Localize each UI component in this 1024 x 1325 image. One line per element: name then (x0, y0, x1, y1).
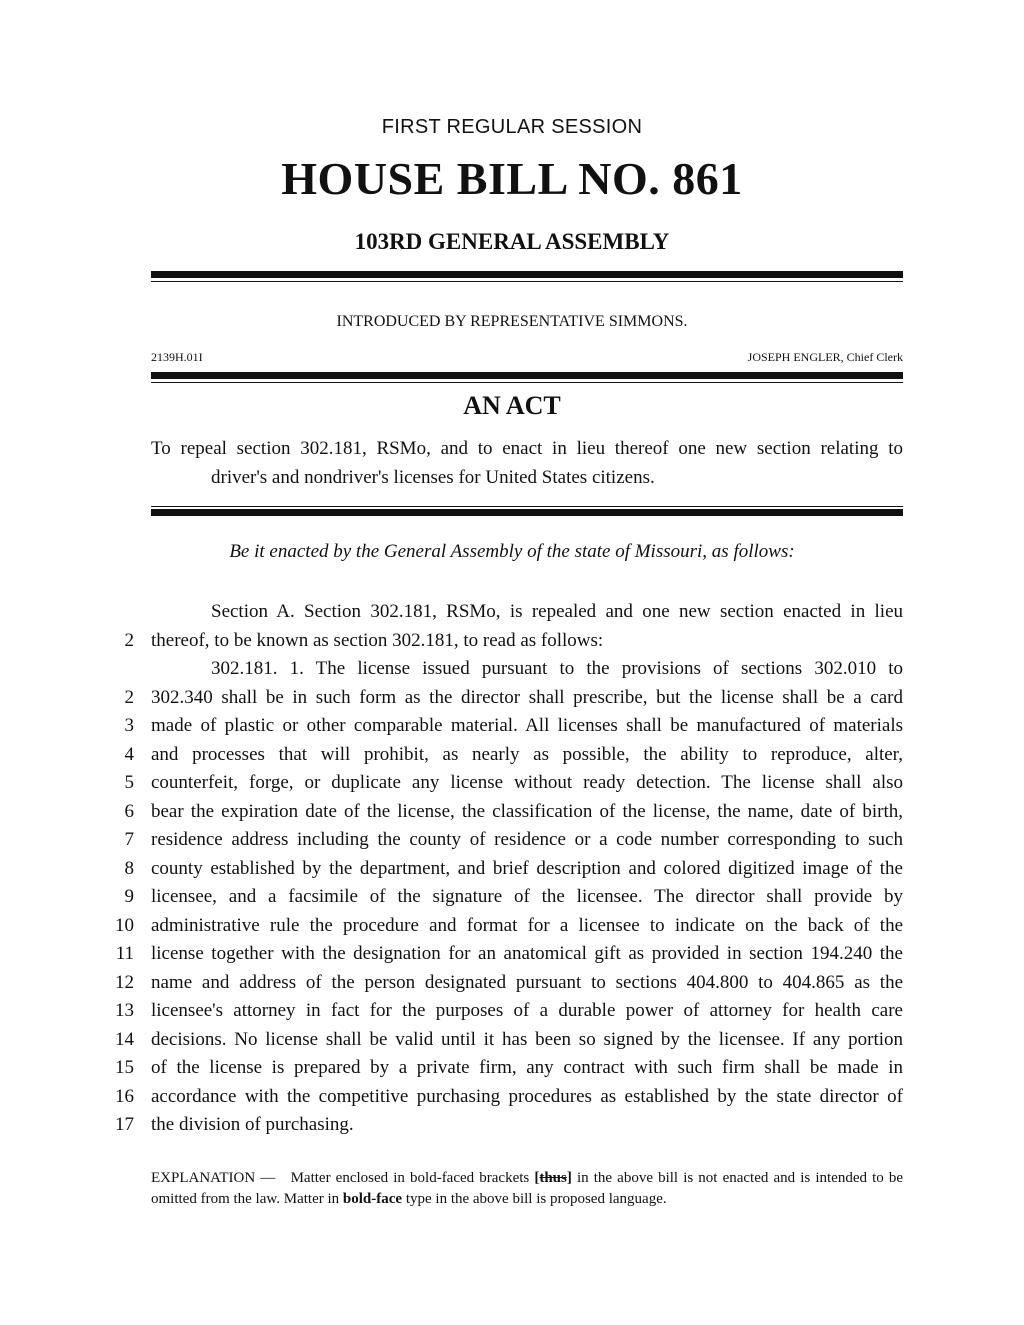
bracket-open: [ (534, 1170, 540, 1186)
line-number: 4 (124, 743, 134, 765)
line-number: 11 (115, 943, 134, 964)
assembly-heading: 103RD GENERAL ASSEMBLY (354, 229, 670, 254)
bill-title: HOUSE BILL NO. 861 (281, 153, 743, 204)
line-number: 10 (115, 914, 134, 936)
clerk-rule-thick (151, 372, 903, 379)
line-text: Section A. Section 302.181, RSMo, is repealed and one new section enacted in lieu (211, 601, 903, 622)
line-text: accordance with the competitive purchasing procedures as established by the state director of (151, 1085, 903, 1107)
purpose-rule-thick (151, 509, 903, 516)
line-text: administrative rule the procedure and format for a licensee to indicate on the back of the (151, 914, 903, 936)
session-heading: FIRST REGULAR SESSION (381, 116, 643, 138)
bill-body (0, 598, 1024, 1140)
purpose-line-1: To repeal section 302.181, RSMo, and to enact in lieu thereof one new section relating to (151, 438, 903, 459)
line-number: 6 (124, 800, 134, 822)
chief-clerk: JOSEPH ENGLER, Chief Clerk (747, 350, 903, 364)
bold-face-example: bold-face (342, 1191, 403, 1207)
line-text: made of plastic or other comparable material. All licenses shall be manufactured of materials (151, 715, 903, 736)
line-text: thereof, to be known as section 302.181, to read as follows: (151, 629, 604, 651)
line-text: the division of purchasing. (151, 1114, 354, 1135)
line-number: 8 (124, 857, 134, 879)
line-number: 5 (124, 772, 134, 793)
line-text: of the license is prepared by a private firm, any contract with such firm shall be made in (151, 1057, 903, 1078)
bracket-close: ] (566, 1170, 572, 1186)
line-text: bear the expiration date of the license, the classification of the license, the name, date of birth, (151, 800, 903, 822)
line-text: residence address including the county of residence or a code number corresponding to such (151, 829, 903, 850)
line-number: 15 (115, 1057, 134, 1078)
introduced-by: INTRODUCED BY REPRESENTATIVE SIMMONS. (336, 313, 688, 330)
line-text: county established by the department, and brief description and colored digitized image of the (151, 857, 903, 879)
line-number: 9 (124, 886, 134, 907)
struck-example: thus (539, 1170, 567, 1186)
line-text: license together with the designation for an anatomical gift as provided in section 194.240 the (151, 943, 903, 964)
line-text: 302.181. 1. The license issued pursuant to the provisions of sections 302.010 to (211, 658, 903, 679)
purpose-line-2: driver's and nondriver's licenses for United States citizens. (211, 467, 655, 488)
explanation (151, 1168, 903, 1210)
line-text: name and address of the person designated pursuant to sections 404.800 to 404.865 as the (151, 971, 903, 993)
header-rule-thin (151, 281, 903, 282)
body-line (0, 883, 1024, 912)
body-line (0, 1111, 1024, 1140)
line-text: counterfeit, forge, or duplicate any license without ready detection. The license shall also (151, 772, 903, 793)
explanation-dash: — (260, 1170, 276, 1186)
enacting-clause: Be it enacted by the General Assembly of the state of Missouri, as follows: (229, 541, 795, 562)
line-text: licensee, and a facsimile of the signature of the licensee. The director shall provide by (151, 886, 903, 907)
line-number: 17 (115, 1114, 134, 1135)
line-text: 302.340 shall be in such form as the director shall prescribe, but the license shall be a card (151, 686, 903, 708)
explanation-text-3: type in the above bill is proposed language. (405, 1191, 667, 1207)
explanation-text-1: Matter enclosed in bold-faced brackets (290, 1170, 530, 1186)
explanation-label: EXPLANATION (151, 1170, 256, 1186)
line-number: 2 (124, 629, 134, 651)
line-number: 3 (124, 715, 134, 736)
line-number: 12 (115, 971, 134, 993)
explanation-text-2: in the above bill is not enacted and is intended to be omitted from the law. Matter in (151, 1170, 904, 1207)
body-line (0, 712, 1024, 741)
body-line (0, 741, 1024, 770)
line-number: 13 (115, 1000, 134, 1021)
line-number: 14 (115, 1028, 134, 1050)
line-number: 2 (124, 686, 134, 708)
line-number: 16 (115, 1085, 134, 1107)
body-line (0, 684, 1024, 713)
act-heading: AN ACT (463, 391, 561, 420)
line-text: decisions. No license shall be valid until it has been so signed by the licensee. If any portion (151, 1028, 903, 1050)
body-line (0, 855, 1024, 884)
header-rule-thick (151, 271, 903, 278)
body-line (0, 627, 1024, 656)
body-line (0, 769, 1024, 798)
body-line (0, 969, 1024, 998)
line-number: 7 (124, 829, 134, 850)
body-line (0, 940, 1024, 969)
body-line (0, 1026, 1024, 1055)
body-line (0, 798, 1024, 827)
purpose-rule-thin (151, 506, 903, 507)
body-line (0, 912, 1024, 941)
body-line (0, 1083, 1024, 1112)
line-text: licensee's attorney in fact for the purposes of a durable power of attorney for health care (151, 1000, 903, 1021)
line-text: and processes that will prohibit, as nearly as possible, the ability to reproduce, alter, (151, 743, 903, 765)
document-id: 2139H.01I (151, 350, 203, 364)
body-line (0, 826, 1024, 855)
body-line (0, 598, 1024, 627)
body-line (0, 997, 1024, 1026)
body-line (0, 1054, 1024, 1083)
act-purpose (151, 434, 903, 492)
body-line (0, 655, 1024, 684)
clerk-rule-thin (151, 382, 903, 383)
